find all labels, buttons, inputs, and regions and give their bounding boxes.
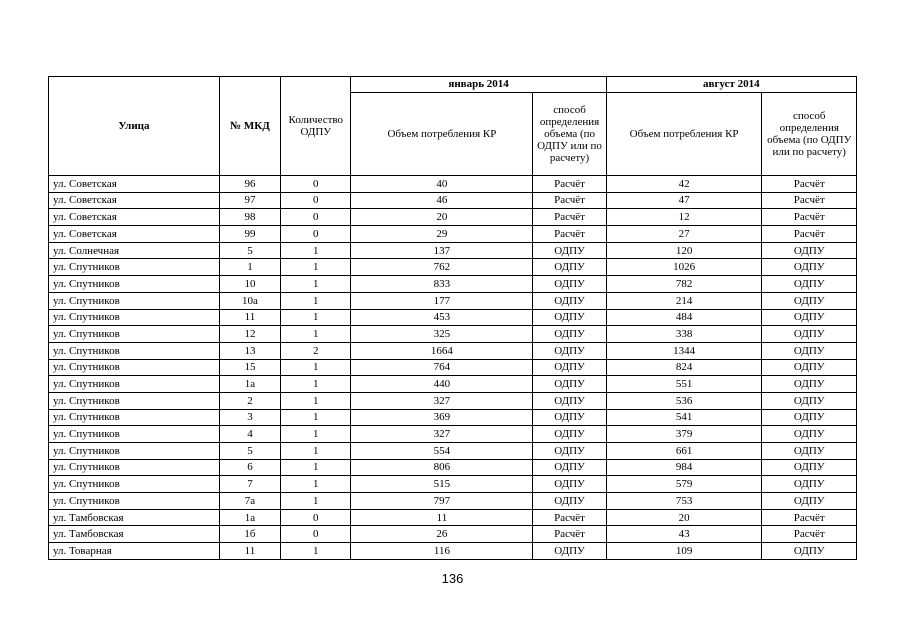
table-row [49,342,857,359]
cell-odpu: 1 [281,326,351,343]
cell-mkd: 11 [219,543,280,560]
cell-street: ул. Спутников [49,292,220,309]
cell-odpu: 0 [281,192,351,209]
cell-mkd: 3 [219,409,280,426]
cell-aug-method: ОДПУ [762,292,857,309]
cell-jan-vol: 833 [351,276,533,293]
cell-jan-vol: 764 [351,359,533,376]
cell-mkd: 97 [219,192,280,209]
cell-jan-vol: 440 [351,376,533,393]
cell-street: ул. Советская [49,176,220,193]
cell-aug-method: ОДПУ [762,409,857,426]
cell-jan-vol: 554 [351,443,533,460]
cell-jan-method: ОДПУ [533,459,606,476]
cell-street: ул. Спутников [49,409,220,426]
cell-odpu: 1 [281,426,351,443]
cell-mkd: 99 [219,226,280,243]
cell-aug-method: ОДПУ [762,493,857,510]
cell-jan-method: ОДПУ [533,476,606,493]
table-row [49,426,857,443]
cell-street: ул. Спутников [49,392,220,409]
cell-jan-method: Расчёт [533,176,606,193]
cell-odpu: 0 [281,226,351,243]
cell-jan-vol: 116 [351,543,533,560]
cell-aug-vol: 27 [606,226,762,243]
table-row [49,209,857,226]
cell-aug-method: ОДПУ [762,242,857,259]
cell-aug-vol: 47 [606,192,762,209]
cell-street: ул. Спутников [49,443,220,460]
cell-aug-vol: 43 [606,526,762,543]
cell-aug-method: ОДПУ [762,459,857,476]
cell-aug-method: ОДПУ [762,276,857,293]
cell-aug-method: ОДПУ [762,426,857,443]
cell-aug-method: Расчёт [762,192,857,209]
cell-aug-method: ОДПУ [762,392,857,409]
cell-mkd: 15 [219,359,280,376]
table-row [49,493,857,510]
table-row [49,276,857,293]
cell-aug-method: ОДПУ [762,443,857,460]
cell-aug-vol: 541 [606,409,762,426]
cell-jan-method: ОДПУ [533,443,606,460]
cell-jan-method: ОДПУ [533,409,606,426]
cell-odpu: 1 [281,392,351,409]
cell-street: ул. Спутников [49,359,220,376]
cell-aug-method: ОДПУ [762,342,857,359]
col-header-street: Улица [49,77,220,176]
cell-aug-vol: 379 [606,426,762,443]
cell-mkd: 13 [219,342,280,359]
cell-street: ул. Спутников [49,493,220,510]
cell-aug-vol: 214 [606,292,762,309]
table-row [49,443,857,460]
cell-jan-method: ОДПУ [533,326,606,343]
col-header-january-2014: январь 2014 [351,77,606,93]
table-row [49,526,857,543]
cell-odpu: 1 [281,409,351,426]
cell-mkd: 7а [219,493,280,510]
cell-aug-vol: 1344 [606,342,762,359]
col-header-mkd: № МКД [219,77,280,176]
cell-jan-vol: 327 [351,426,533,443]
cell-street: ул. Солнечная [49,242,220,259]
cell-street: ул. Советская [49,192,220,209]
cell-jan-vol: 453 [351,309,533,326]
table-row [49,543,857,560]
cell-aug-vol: 551 [606,376,762,393]
cell-street: ул. Спутников [49,259,220,276]
cell-jan-method: ОДПУ [533,259,606,276]
table-row [49,326,857,343]
cell-mkd: 4 [219,426,280,443]
cell-aug-vol: 20 [606,509,762,526]
page-number: 136 [441,571,464,586]
cell-aug-method: ОДПУ [762,543,857,560]
col-header-august-2014: август 2014 [606,77,856,93]
cell-mkd: 5 [219,443,280,460]
cell-aug-method: ОДПУ [762,476,857,493]
cell-jan-vol: 515 [351,476,533,493]
cell-jan-method: Расчёт [533,509,606,526]
cell-aug-method: ОДПУ [762,326,857,343]
cell-mkd: 1а [219,509,280,526]
cell-jan-method: ОДПУ [533,342,606,359]
cell-aug-vol: 536 [606,392,762,409]
col-header-jan-method: способ определения объема (по ОДПУ или по расчету) [533,93,606,176]
cell-mkd: 1 [219,259,280,276]
cell-odpu: 0 [281,176,351,193]
col-header-odpu-count: Количество ОДПУ [281,77,351,176]
cell-jan-method: ОДПУ [533,426,606,443]
cell-street: ул. Спутников [49,376,220,393]
cell-aug-vol: 109 [606,543,762,560]
consumption-table [48,76,857,560]
cell-odpu: 0 [281,209,351,226]
cell-jan-vol: 1664 [351,342,533,359]
cell-aug-method: Расчёт [762,176,857,193]
table-row [49,259,857,276]
cell-aug-vol: 824 [606,359,762,376]
cell-odpu: 1 [281,443,351,460]
table-row [49,192,857,209]
cell-aug-vol: 1026 [606,259,762,276]
cell-jan-vol: 369 [351,409,533,426]
cell-odpu: 1 [281,276,351,293]
cell-odpu: 1 [281,376,351,393]
cell-odpu: 1 [281,359,351,376]
cell-odpu: 1 [281,309,351,326]
table-row [49,226,857,243]
cell-aug-vol: 661 [606,443,762,460]
cell-jan-vol: 177 [351,292,533,309]
cell-mkd: 10а [219,292,280,309]
table-row [49,242,857,259]
cell-aug-method: ОДПУ [762,309,857,326]
cell-street: ул. Спутников [49,426,220,443]
cell-aug-method: ОДПУ [762,359,857,376]
cell-odpu: 0 [281,509,351,526]
cell-jan-method: ОДПУ [533,376,606,393]
cell-jan-vol: 20 [351,209,533,226]
cell-jan-method: Расчёт [533,209,606,226]
cell-odpu: 1 [281,292,351,309]
cell-jan-method: Расчёт [533,526,606,543]
cell-mkd: 98 [219,209,280,226]
cell-jan-vol: 46 [351,192,533,209]
cell-jan-vol: 806 [351,459,533,476]
table-row [49,392,857,409]
cell-odpu: 1 [281,476,351,493]
table-row [49,359,857,376]
cell-street: ул. Спутников [49,476,220,493]
cell-aug-method: Расчёт [762,226,857,243]
cell-aug-vol: 984 [606,459,762,476]
col-header-jan-volume: Объем потребления КР [351,93,533,176]
cell-jan-vol: 797 [351,493,533,510]
cell-odpu: 1 [281,493,351,510]
cell-street: ул. Тамбовская [49,526,220,543]
cell-aug-vol: 12 [606,209,762,226]
cell-jan-method: ОДПУ [533,276,606,293]
table-row [49,459,857,476]
table-body [49,176,857,560]
cell-jan-method: ОДПУ [533,359,606,376]
cell-mkd: 7 [219,476,280,493]
table-row [49,176,857,193]
cell-mkd: 2 [219,392,280,409]
table-row [49,309,857,326]
cell-street: ул. Спутников [49,459,220,476]
cell-odpu: 0 [281,526,351,543]
cell-jan-vol: 29 [351,226,533,243]
cell-aug-vol: 753 [606,493,762,510]
table-row [49,376,857,393]
cell-mkd: 5 [219,242,280,259]
cell-street: ул. Советская [49,226,220,243]
cell-aug-method: Расчёт [762,526,857,543]
cell-jan-vol: 762 [351,259,533,276]
cell-aug-vol: 782 [606,276,762,293]
cell-aug-vol: 338 [606,326,762,343]
table-row [49,476,857,493]
cell-jan-method: ОДПУ [533,493,606,510]
col-header-aug-method: способ определения объема (по ОДПУ или по расчету) [762,93,857,176]
table-row [49,292,857,309]
cell-jan-vol: 137 [351,242,533,259]
cell-street: ул. Товарная [49,543,220,560]
cell-aug-method: ОДПУ [762,376,857,393]
cell-jan-vol: 26 [351,526,533,543]
cell-mkd: 11 [219,309,280,326]
cell-mkd: 6 [219,459,280,476]
cell-odpu: 2 [281,342,351,359]
cell-street: ул. Советская [49,209,220,226]
cell-odpu: 1 [281,543,351,560]
cell-jan-method: ОДПУ [533,242,606,259]
cell-aug-vol: 579 [606,476,762,493]
table-row [49,409,857,426]
col-header-aug-volume: Объем потребления КР [606,93,762,176]
cell-jan-vol: 327 [351,392,533,409]
header-row-top [49,77,857,93]
cell-jan-vol: 325 [351,326,533,343]
cell-odpu: 1 [281,242,351,259]
cell-aug-method: Расчёт [762,509,857,526]
cell-jan-method: ОДПУ [533,292,606,309]
cell-jan-method: ОДПУ [533,543,606,560]
cell-jan-vol: 40 [351,176,533,193]
cell-mkd: 10 [219,276,280,293]
cell-aug-vol: 42 [606,176,762,193]
cell-street: ул. Спутников [49,276,220,293]
cell-street: ул. Спутников [49,342,220,359]
cell-jan-vol: 11 [351,509,533,526]
cell-mkd: 12 [219,326,280,343]
cell-jan-method: ОДПУ [533,309,606,326]
table-row [49,509,857,526]
cell-mkd: 96 [219,176,280,193]
cell-jan-method: ОДПУ [533,392,606,409]
cell-street: ул. Спутников [49,326,220,343]
cell-aug-method: ОДПУ [762,259,857,276]
cell-jan-method: Расчёт [533,226,606,243]
cell-aug-vol: 120 [606,242,762,259]
cell-odpu: 1 [281,459,351,476]
cell-street: ул. Тамбовская [49,509,220,526]
cell-aug-vol: 484 [606,309,762,326]
cell-mkd: 1а [219,376,280,393]
cell-street: ул. Спутников [49,309,220,326]
cell-aug-method: Расчёт [762,209,857,226]
cell-jan-method: Расчёт [533,192,606,209]
cell-mkd: 1б [219,526,280,543]
cell-odpu: 1 [281,259,351,276]
